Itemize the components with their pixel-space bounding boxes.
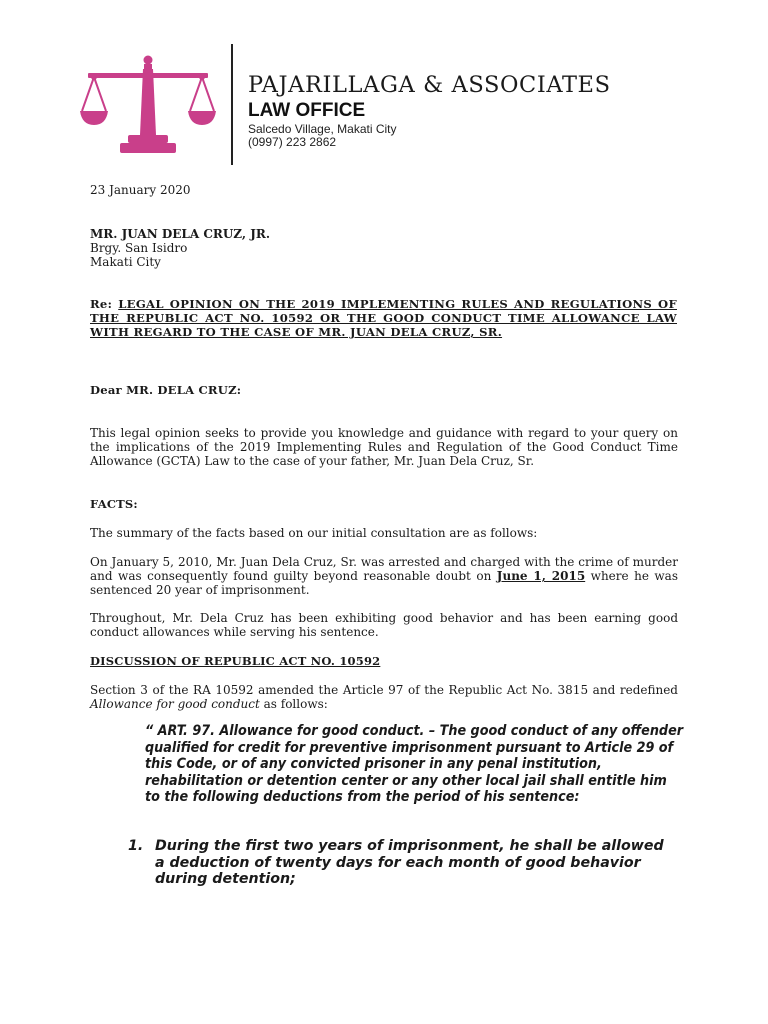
firm-address: Salcedo Village, Makati City xyxy=(248,122,397,136)
letter-date: 23 January 2020 xyxy=(90,183,191,197)
section3-paragraph xyxy=(90,683,678,711)
facts-summary: The summary of the facts based on our initial consultation are as follows: xyxy=(90,526,538,540)
facts-paragraph-2: Throughout, Mr. Dela Cruz has been exhibiting good behavior and has been earning good conduct allowances while serving his sentence. xyxy=(90,611,678,640)
list-item-number: 1. xyxy=(128,838,144,854)
sec3-text-b: as follows: xyxy=(259,697,328,712)
subject-line xyxy=(90,297,677,340)
facts-paragraph-1 xyxy=(90,555,678,598)
subject-text: LEGAL OPINION ON THE 2019 IMPLEMENTING RULES AND REGULATIONS OF THE REPUBLIC ACT NO. 10592 OR THE GOOD CONDUCT TIME ALLOWANCE LAW WITH REGARD TO THE CASE OF MR. JUAN DELA CRUZ, SR. xyxy=(90,297,677,340)
firm-name: PAJARILLAGA & ASSOCIATES xyxy=(248,72,611,98)
firm-phone: (0997) 223 2862 xyxy=(248,135,337,149)
sec3-italic: Allowance for good conduct xyxy=(90,697,260,712)
firm-subtitle: LAW OFFICE xyxy=(248,100,366,121)
facts-p1-text-b: where he was sentenced 20 year of imprisonment. xyxy=(90,569,678,598)
discussion-heading: DISCUSSION OF REPUBLIC ACT NO. 10592 xyxy=(90,654,381,668)
addressee-name: MR. JUAN DELA CRUZ, JR. xyxy=(90,227,271,241)
addressee-line1: Brgy. San Isidro xyxy=(90,241,188,256)
subject-label: Re: xyxy=(90,297,113,311)
intro-paragraph: This legal opinion seeks to provide you knowledge and guidance with regard to your query on the implications of the 2019 Implementing Rules and Regulation of the Good Conduct Time Allowance (GCTA) Law to the case of your father, Mr. Juan Dela Cruz, Sr. xyxy=(90,426,678,469)
scales-of-justice-icon xyxy=(80,55,216,155)
facts-heading: FACTS: xyxy=(90,497,138,511)
sentence-date: June 1, 2015 xyxy=(496,569,586,584)
list-item-text: During the first two years of imprisonment, he shall be allowed a deduction of twenty days for each month of good behavior during detention; xyxy=(155,838,664,887)
sec3-text-a: Section 3 of the RA 10592 amended the Article 97 of the Republic Act No. 3815 and redefined xyxy=(90,683,678,697)
greeting: Dear MR. DELA CRUZ: xyxy=(90,383,242,397)
facts-p1-text-a: On January 5, 2010, Mr. Juan Dela Cruz, Sr. was arrested and charged with the crime of murder and was consequently found guilty beyond reasonable doubt on xyxy=(90,555,678,584)
addressee-line2: Makati City xyxy=(90,255,161,270)
article-97-quote: “ ART. 97. Allowance for good conduct. – The good conduct of any offender qualified for credit for preventive imprisonment pursuant to Article 29 of this Code, or of any convicted prisoner in any penal institution, rehabilitation or detention center or any other local jail shall entitle him to the following deductions from the period of his sentence: xyxy=(145,723,684,805)
letterhead-divider xyxy=(231,44,233,165)
addressee-block xyxy=(90,227,270,270)
